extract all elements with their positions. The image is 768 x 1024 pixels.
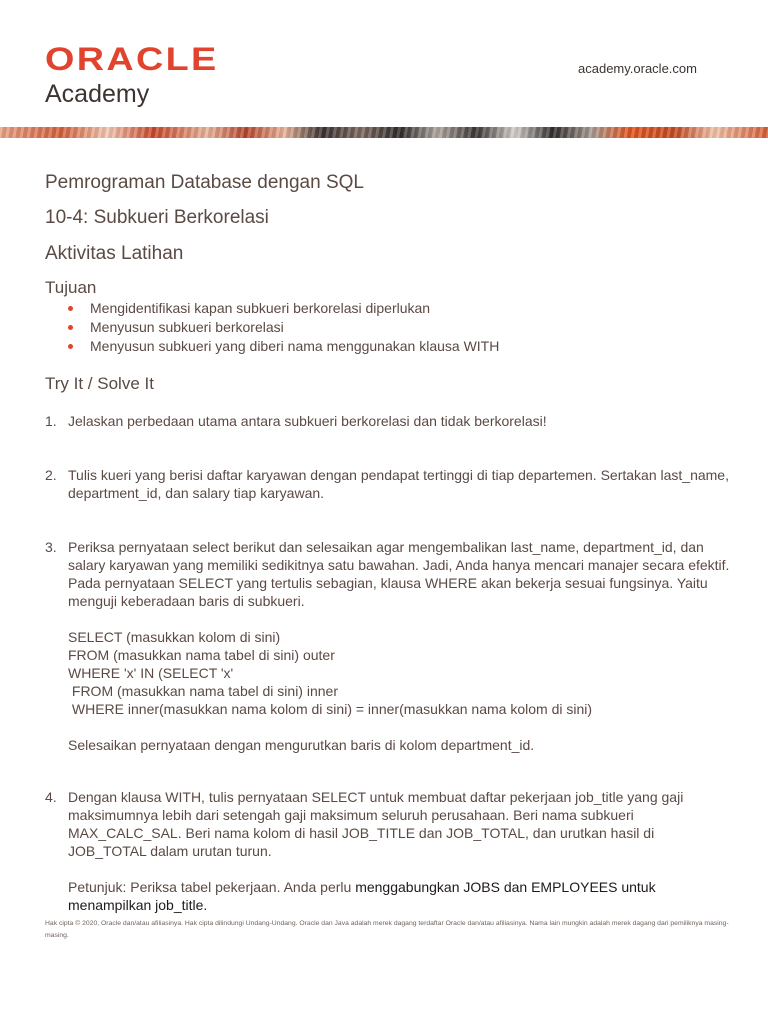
objective-item: Mengidentifikasi kapan subkueri berkorelasi diperlukan xyxy=(68,299,499,318)
oracle-academy-logo xyxy=(45,41,219,108)
lesson-title: 10-4: Subkueri Berkorelasi xyxy=(45,207,269,228)
objectives-heading: Tujuan xyxy=(45,278,97,297)
question-text: Dengan klausa WITH, tulis pernyataan SELECT untuk membuat daftar pekerjaan job_title yang gaji maksimumnya lebih dari setengah gaji maksimum seluruh perusahaan. Beri nama subkueri MAX_CALC_SAL. Beri nama kolom di hasil JOB_TITLE dan JOB_TOTAL, dan urutkan hasil di JOB_TOTAL dalam urutan turun. xyxy=(68,789,684,859)
question-text: Jelaskan perbedaan utama antara subkueri berkorelasi dan tidak berkorelasi! xyxy=(68,413,547,429)
code-line: WHERE inner(masukkan nama kolom di sini) = inner(masukkan nama kolom di sini) xyxy=(68,701,593,717)
question-number: 3. xyxy=(45,539,57,555)
logo-subtitle: Academy xyxy=(45,80,150,108)
question-number: 4. xyxy=(45,789,57,805)
objective-item: Menyusun subkueri berkorelasi xyxy=(68,318,499,337)
question-hint xyxy=(68,878,735,914)
decorative-banner xyxy=(0,127,768,138)
code-line: FROM (masukkan nama tabel di sini) outer xyxy=(68,647,335,663)
logo-brand: ORACLE xyxy=(45,41,219,77)
code-line: FROM (masukkan nama tabel di sini) inner xyxy=(68,683,338,699)
site-url: academy.oracle.com xyxy=(578,61,697,76)
objectives-list xyxy=(68,299,499,356)
question-1 xyxy=(45,412,735,430)
course-title: Pemrograman Database dengan SQL xyxy=(45,172,364,193)
question-4 xyxy=(45,788,735,914)
question-followup: Selesaikan pernyataan dengan mengurutkan baris di kolom department_id. xyxy=(68,737,535,753)
code-line: WHERE 'x' IN (SELECT 'x' xyxy=(68,665,234,681)
code-line: SELECT (masukkan kolom di sini) xyxy=(68,629,281,645)
activity-title: Aktivitas Latihan xyxy=(45,243,184,264)
objective-item: Menyusun subkueri yang diberi nama menggunakan klausa WITH xyxy=(68,337,499,356)
question-number: 1. xyxy=(45,413,57,429)
question-text: Periksa pernyataan select berikut dan selesaikan agar mengembalikan last_name, department_id, dan salary karyawan yang memiliki sedikitnya satu bawahan. Jadi, Anda hanya mencari manajer secara efektif. Pada pernyataan SELECT yang tertulis sebagian, klausa WHERE akan bekerja sesuai fungsinya. Yaitu menguji keberadaan baris di subkueri. xyxy=(68,539,730,609)
practice-heading: Try It / Solve It xyxy=(45,374,154,393)
question-text: Tulis kueri yang berisi daftar karyawan dengan pendapat tertinggi di tiap departemen. Sertakan last_name, department_id, dan salary tiap karyawan. xyxy=(68,467,729,501)
question-number: 2. xyxy=(45,467,57,483)
hint-text-emphasis: menggabungkan JOBS dan EMPLOYEES untuk menampilkan job_title. xyxy=(68,879,656,913)
question-2 xyxy=(45,466,735,502)
question-3 xyxy=(45,538,735,754)
hint-text: Petunjuk: Periksa tabel pekerjaan. Anda perlu xyxy=(68,879,356,895)
sql-code-block xyxy=(68,628,735,718)
copyright-footer: Hak cipta © 2020, Oracle dan/atau afiliasinya. Hak cipta dilindungi Undang-Undang. Oracle dan Java adalah merek dagang terdaftar Oracle dan/atau afiliasinya. Nama lain mungkin adalah merek dagang dari pemiliknya masing-masing. xyxy=(45,920,729,939)
